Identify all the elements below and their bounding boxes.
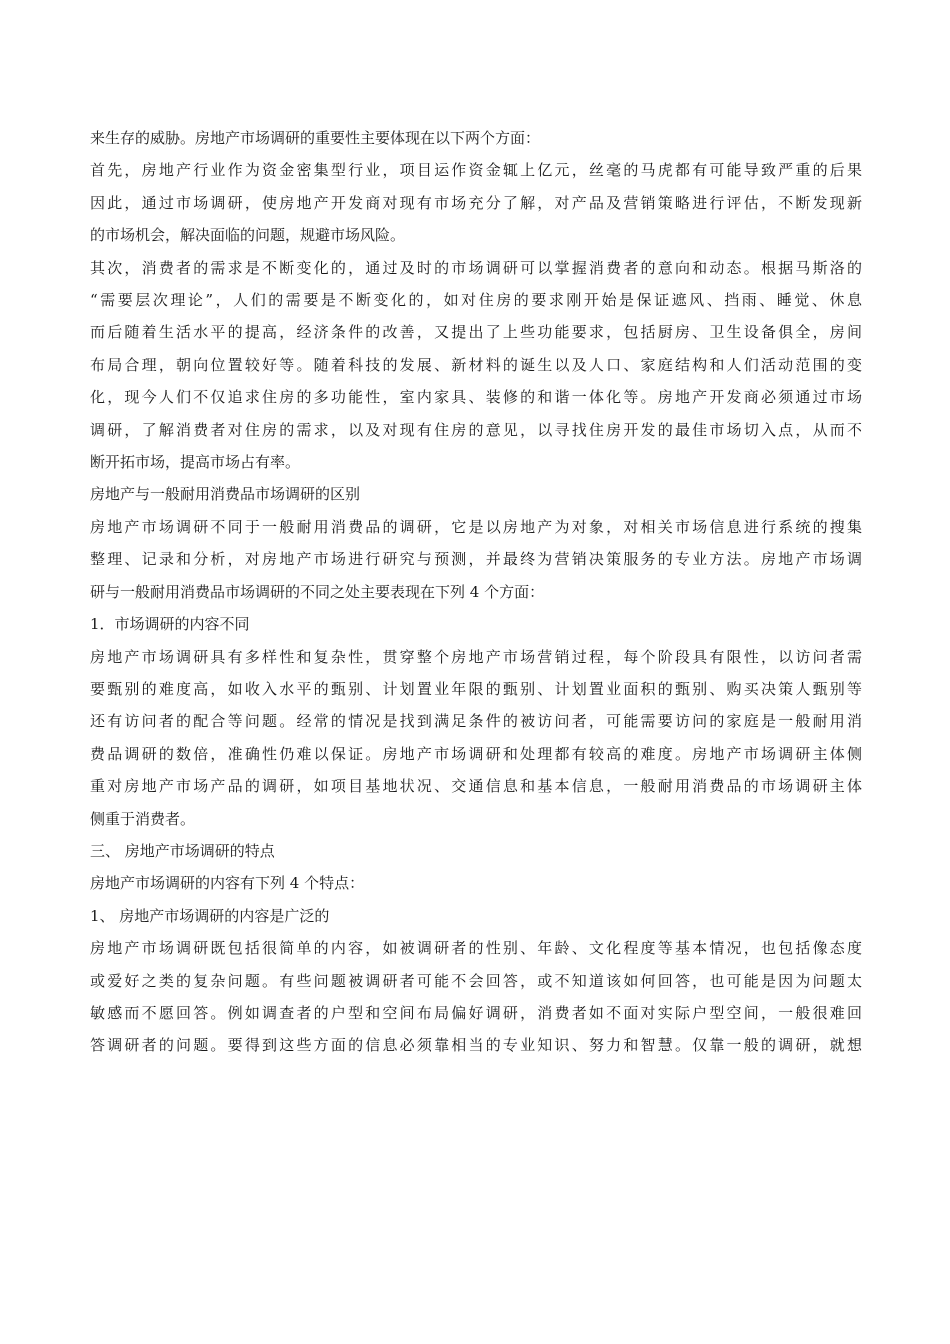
text-line: 房地产市场调研具有多样性和复杂性，贯穿整个房地产市场营销过程，每个阶段具有限性，以访问者需 bbox=[90, 647, 862, 666]
document-page bbox=[90, 122, 862, 1062]
paragraph-second-reason bbox=[90, 252, 862, 479]
text-line: 要甄别的难度高，如收入水平的甄别、计划置业年限的甄别、计划置业面积的甄别、购买决策人甄别等 bbox=[90, 679, 862, 698]
text-line: 断开拓市场，提高市场占有率。 bbox=[90, 453, 301, 472]
paragraph-difference bbox=[90, 511, 862, 608]
paragraph-first-reason bbox=[90, 154, 862, 251]
text-line: 三、 房地产市场调研的特点 bbox=[90, 841, 275, 860]
text-line: 的市场机会，解决面临的问题，规避市场风险。 bbox=[90, 226, 406, 245]
text-line: 重对房地产市场产品的调研，如项目基地状况、交通信息和基本信息，一般耐用消费品的市场调研主体 bbox=[90, 777, 862, 796]
paragraph-features-intro bbox=[90, 867, 862, 899]
text-line: 敏感而不愿回答。例如调查者的户型和空间布局偏好调研，消费者如不面对实际户型空间，一般很难回 bbox=[90, 1003, 862, 1022]
text-line: 整理、记录和分析，对房地产市场进行研究与预测，并最终为营销决策服务的专业方法。房地产市场调 bbox=[90, 550, 862, 569]
paragraph-importance-intro bbox=[90, 122, 862, 154]
text-line: “需要层次理论”，人们的需要是不断变化的，如对住房的要求刚开始是保证遮风、挡雨、睡觉、休息 bbox=[90, 291, 862, 310]
heading-content-differs bbox=[90, 608, 862, 640]
text-line: 房地产市场调研的内容有下列 4 个特点： bbox=[90, 874, 365, 893]
text-line: 侧重于消费者。 bbox=[90, 809, 196, 828]
paragraph-feature-one bbox=[90, 932, 862, 1062]
text-line: 调研，了解消费者对住房的需求，以及对现有住房的意见，以寻找住房开发的最佳市场切入点，从而不 bbox=[90, 420, 862, 439]
text-line: 其次，消费者的需求是不断变化的，通过及时的市场调研可以掌握消费者的意向和动态。根据马斯洛的 bbox=[90, 258, 862, 277]
heading-difference bbox=[90, 478, 862, 510]
text-line: 而后随着生活水平的提高，经济条件的改善，又提出了上些功能要求，包括厨房、卫生设备俱全，房间 bbox=[90, 323, 862, 342]
text-line: 还有访问者的配合等问题。经常的情况是找到满足条件的被访问者，可能需要访问的家庭是一般耐用消 bbox=[90, 712, 862, 731]
text-line: 研与一般耐用消费品市场调研的不同之处主要表现在下列 4 个方面： bbox=[90, 582, 545, 601]
text-line: 或爱好之类的复杂问题。有些问题被调研者可能不会回答，或不知道该如何回答，也可能是因为问题太 bbox=[90, 971, 862, 990]
heading-section-three bbox=[90, 835, 862, 867]
text-line: 1．市场调研的内容不同 bbox=[90, 615, 250, 634]
text-line: 房地产市场调研不同于一般耐用消费品的调研，它是以房地产为对象，对相关市场信息进行系统的搜集 bbox=[90, 517, 862, 536]
text-line: 布局合理，朝向位置较好等。随着科技的发展、新材料的诞生以及人口、家庭结构和人们活动范围的变 bbox=[90, 355, 862, 374]
text-line: 因此，通过市场调研，使房地产开发商对现有市场充分了解，对产品及营销策略进行评估，不断发现新 bbox=[90, 193, 862, 212]
text-line: 房地产与一般耐用消费品市场调研的区别 bbox=[90, 485, 361, 504]
text-line: 房地产市场调研既包括很简单的内容，如被调研者的性别、年龄、文化程度等基本情况，也包括像态度 bbox=[90, 939, 862, 958]
text-line: 来生存的威胁。房地产市场调研的重要性主要体现在以下两个方面： bbox=[90, 129, 541, 147]
paragraph-content-differs bbox=[90, 641, 862, 835]
heading-feature-one bbox=[90, 900, 862, 932]
text-line: 费品调研的数倍，准确性仍难以保证。房地产市场调研和处理都有较高的难度。房地产市场调研主体侧 bbox=[90, 744, 862, 763]
text-line: 答调研者的问题。要得到这些方面的信息必须靠相当的专业知识、努力和智慧。仅靠一般的调研，就想 bbox=[90, 1036, 862, 1055]
text-line: 1、 房地产市场调研的内容是广泛的 bbox=[90, 906, 330, 925]
text-line: 化，现今人们不仅追求住房的多功能性，室内家具、装修的和谐一体化等。房地产开发商必须通过市场 bbox=[90, 388, 862, 407]
text-line: 首先，房地产行业作为资金密集型行业，项目运作资金辄上亿元，丝毫的马虎都有可能导致严重的后果 bbox=[90, 161, 862, 180]
